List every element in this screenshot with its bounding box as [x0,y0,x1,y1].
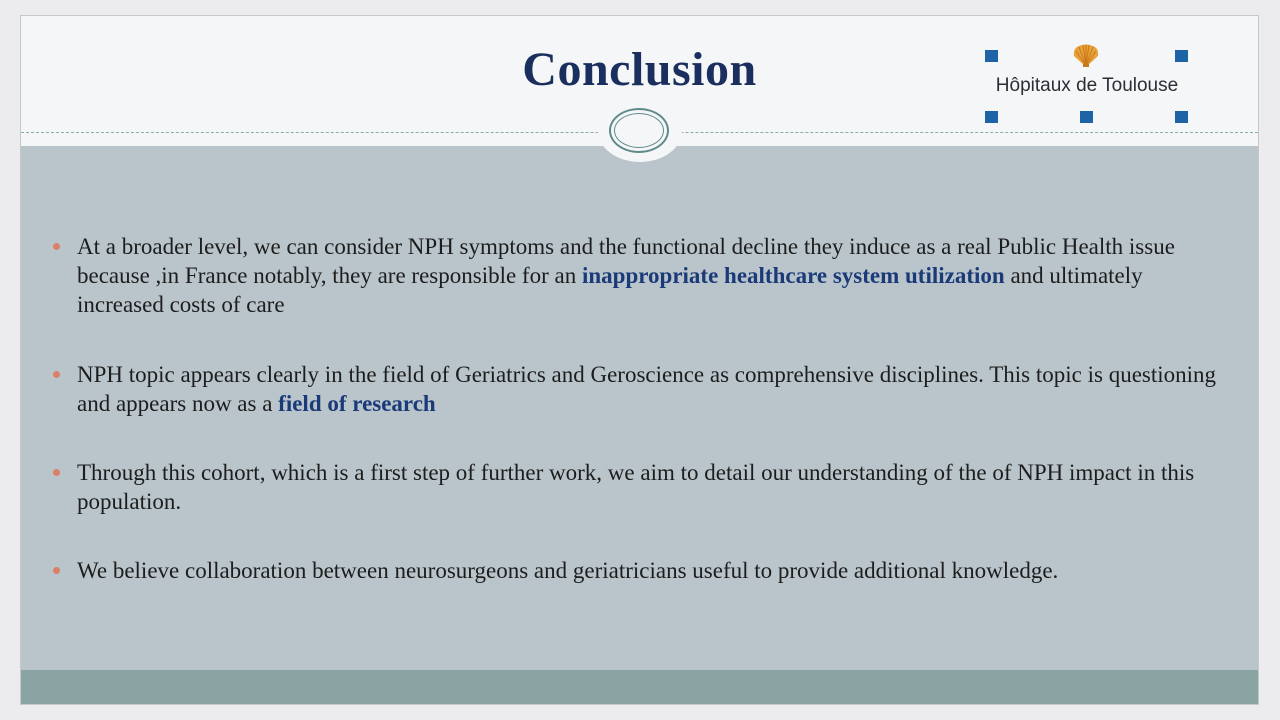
bullet-highlight: inappropriate healthcare system utilization [581,263,1005,288]
slide [21,16,1258,704]
logo-square-bottom-middle [1080,111,1093,123]
bullet-item [77,458,1217,516]
bullet-item [77,556,1217,585]
logo-square-bottom-right [1175,111,1188,123]
bullet-item [77,232,1217,319]
logo-square-top-right [1175,50,1188,62]
medallion-ring-inner [614,113,664,148]
bullet-dot-icon [53,243,60,250]
bullet-text: We believe collaboration between neurosurgeons and geriatricians useful to provide additional knowledge. [77,558,1059,583]
logo-text: Hôpitaux de Toulouse [995,75,1179,96]
bullet-list [77,232,1217,585]
hospital-logo [971,44,1201,134]
bullet-dot-icon [53,469,60,476]
bullet-text-after: and ultimately increased costs of care [77,263,1143,317]
logo-square-bottom-left [985,111,998,123]
shell-logo-icon [1071,44,1101,68]
footer-bar [21,670,1258,704]
bullet-text: NPH topic appears clearly in the field of Geriatrics and Geroscience as comprehensive disciplines. This topic is questioning and appears now as a [77,362,1217,416]
logo-square-top-left [985,50,998,62]
bullet-dot-icon [53,371,60,378]
bullet-text: At a broader level, we can consider NPH symptoms and the functional decline they induce as a real Public Health issue because ,in France notably, they are responsible for an [77,234,1175,288]
bullet-dot-icon [53,567,60,574]
bullet-highlight: field of research [278,391,436,416]
slide-title: Conclusion [522,43,757,96]
bullet-text: Through this cohort, which is a first step of further work, we aim to detail our understanding of the of NPH impact in this population. [77,460,1195,514]
bullet-item [77,360,1217,418]
